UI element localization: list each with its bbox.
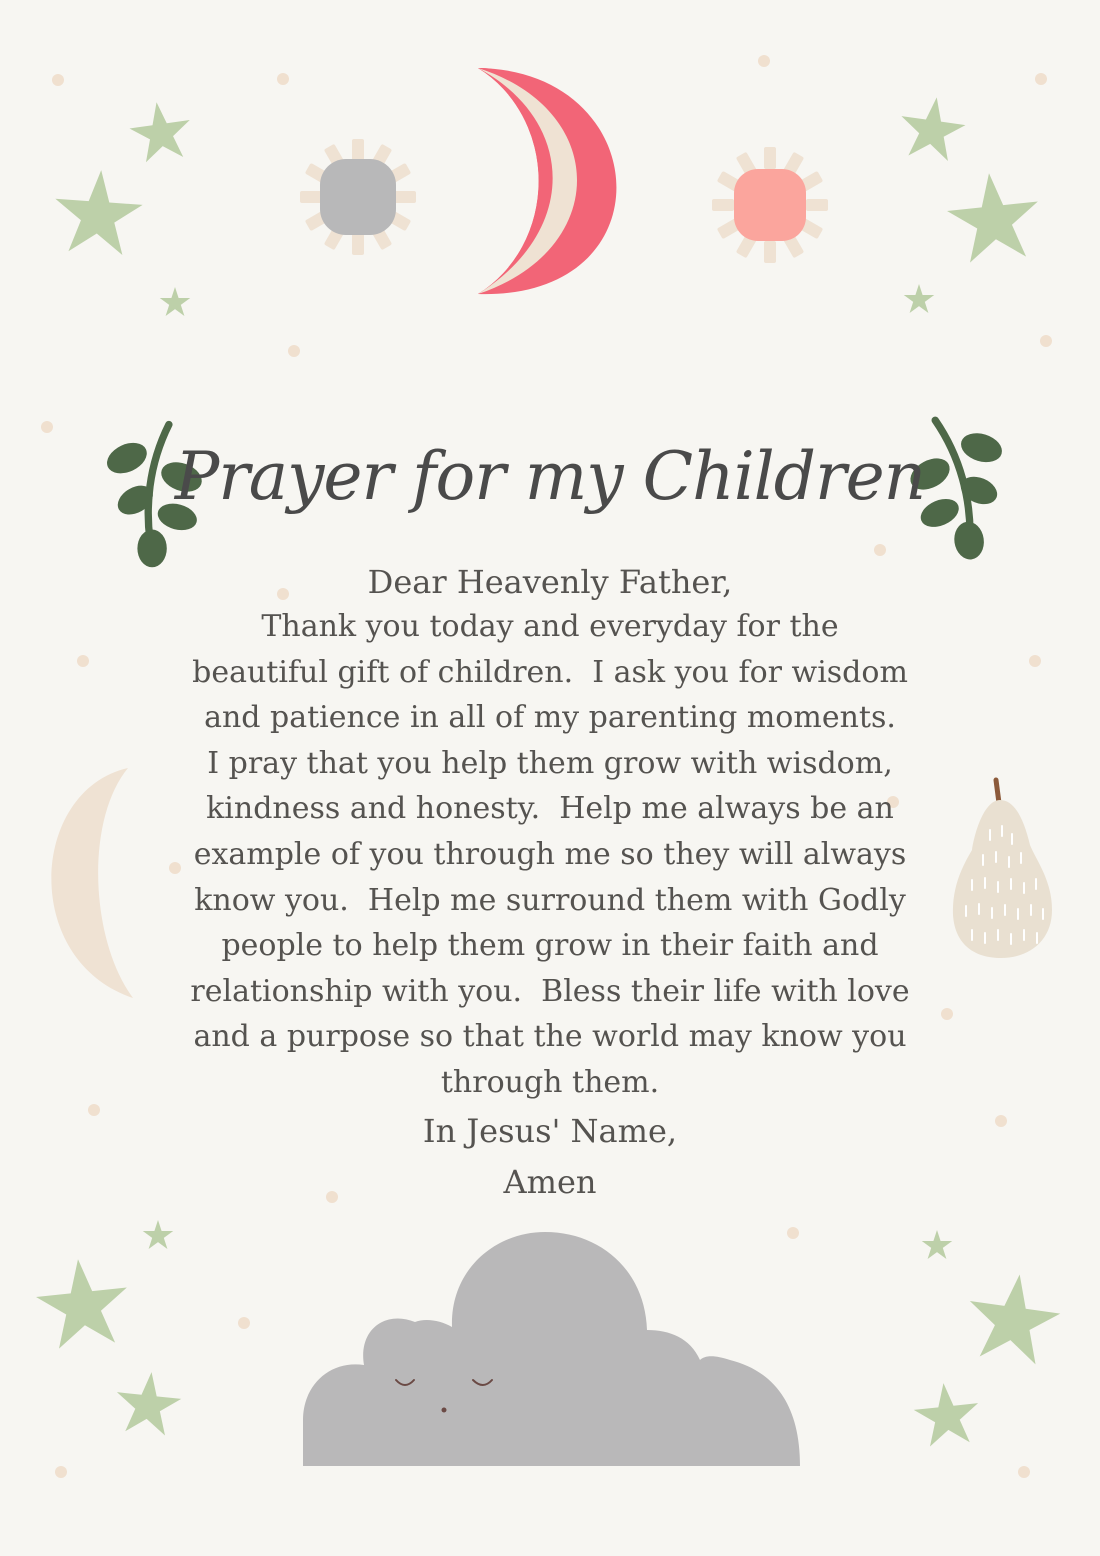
body-line: relationship with you. Bless their life with love [190,973,910,1009]
body-line: beautiful gift of children. I ask you for wisdom [192,654,908,690]
greeting-line: Dear Heavenly Father, [367,563,733,601]
gray-sun-icon [300,139,416,255]
closing-line: In Jesus' Name, [422,1111,678,1150]
prayer-body [190,560,910,1208]
body-line: Thank you today and everyday for the [261,609,839,644]
body-line: know you. Help me surround them with Godly [194,882,906,918]
pear-icon [953,780,1052,958]
body-line: I pray that you help them grow with wisdom, [207,745,893,781]
pink-sun-icon [712,147,828,263]
page-title: Prayer for my Children [174,438,926,515]
body-line: kindness and honesty. Help me always be an [206,791,894,827]
body-line: and a purpose so that the world may know you [193,1019,907,1055]
crescent-moon-icon [51,768,133,998]
body-line: people to help them grow in their faith and [221,928,879,964]
signature-amen: Amen [503,1162,597,1201]
sleeping-cloud-icon [303,1232,800,1466]
body-line: example of you through me so they will always [193,836,907,872]
body-line: and patience in all of my parenting moments. [204,700,896,736]
body-line: through them. [440,1064,660,1100]
crescent-moon-icon [478,68,616,294]
